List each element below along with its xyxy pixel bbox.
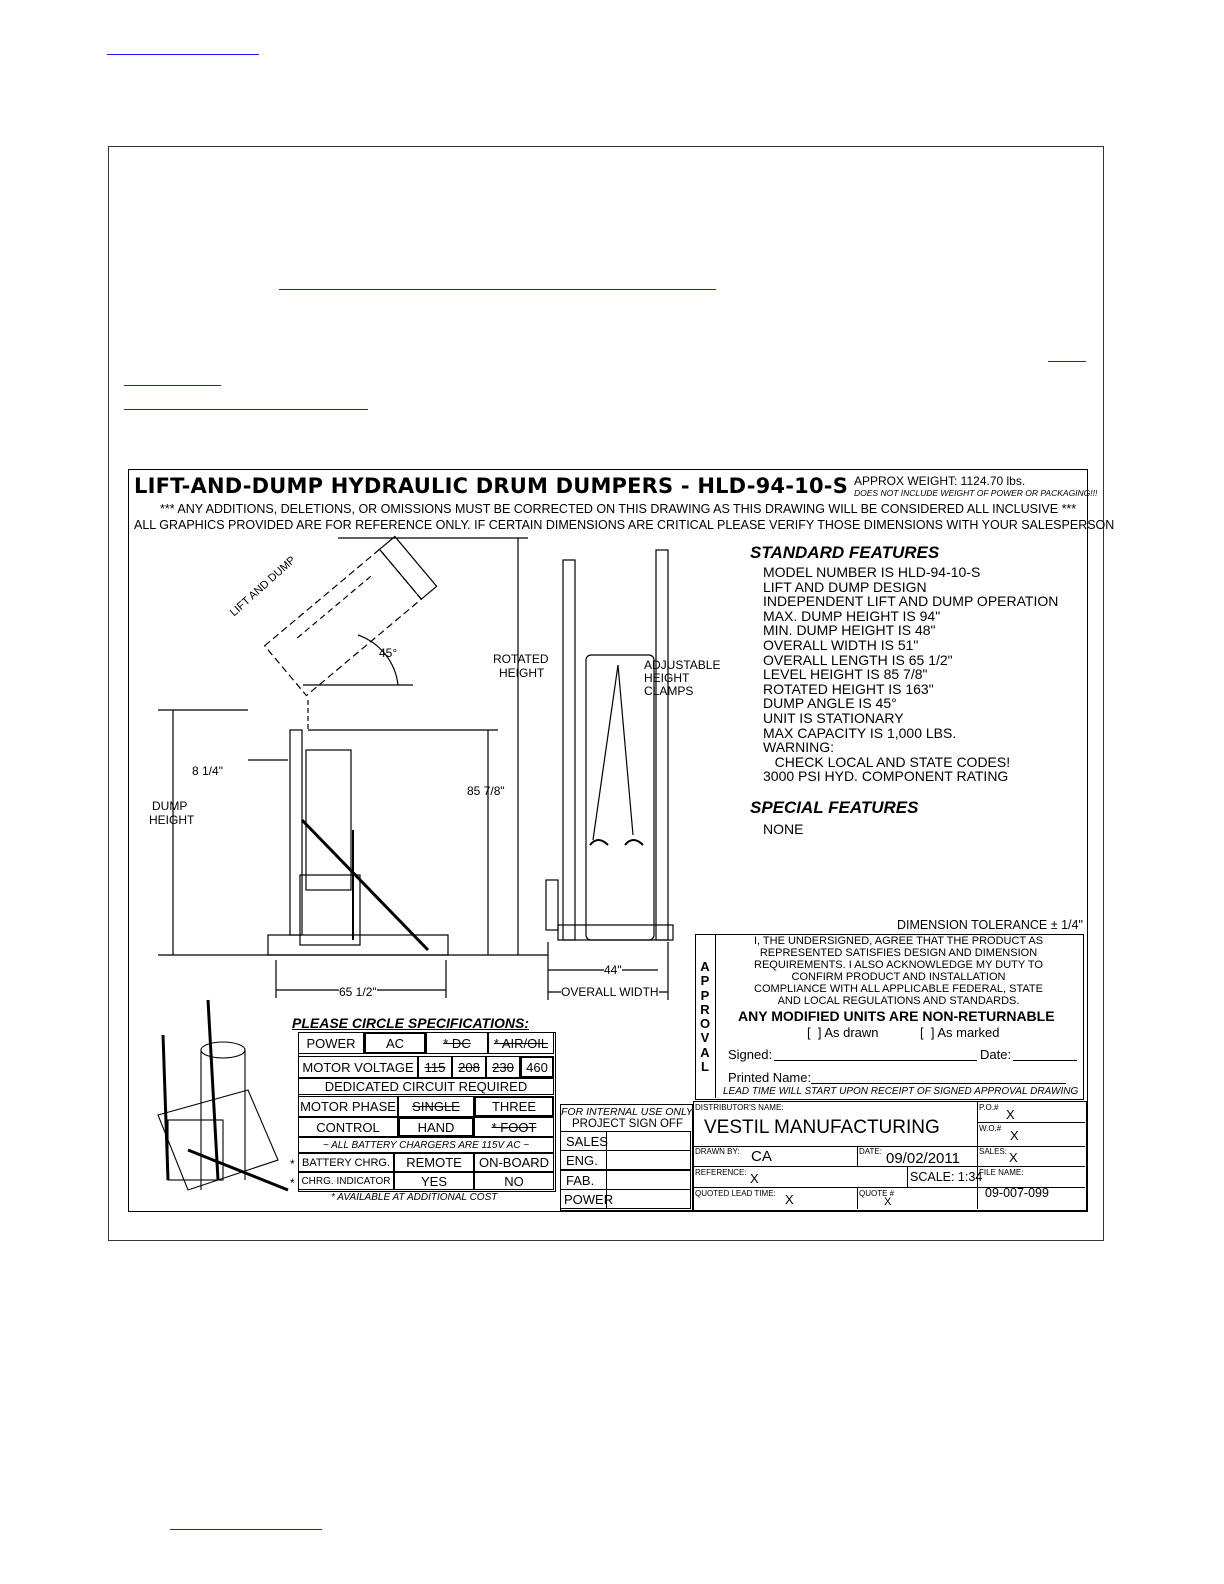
internal-fab-sign[interactable]: [606, 1170, 691, 1190]
phase-single[interactable]: SINGLE: [398, 1096, 474, 1117]
file-name-value: 09-007-099: [985, 1186, 1049, 1200]
internal-fab: FAB.: [560, 1170, 607, 1190]
indicator-yes[interactable]: YES: [394, 1172, 474, 1190]
width-label: 44": [604, 963, 622, 977]
feature-item: MAX. DUMP HEIGHT IS 94": [763, 607, 941, 624]
battery-label: BATTERY CHRG.: [298, 1153, 394, 1172]
lead-time-note: LEAD TIME WILL START UPON RECEIPT OF SIGNED APPROVAL DRAWING: [723, 1086, 1079, 1097]
feature-item: LEVEL HEIGHT IS 85 7/8": [763, 666, 928, 683]
specs-footnote: * AVAILABLE AT ADDITIONAL COST: [331, 1192, 498, 1203]
voltage-460[interactable]: 460: [520, 1056, 554, 1078]
approval-text: [716, 935, 1081, 1007]
front-right-mast: [656, 550, 668, 940]
date-line[interactable]: [1013, 1060, 1077, 1061]
offset-label: 8 1/4": [192, 764, 223, 778]
feature-item: OVERALL WIDTH IS 51": [763, 636, 919, 653]
approval-line: REPRESENTED SATISFIES DESIGN AND DIMENSION: [759, 947, 1038, 959]
drawing-title: LIFT-AND-DUMP HYDRAULIC DRUM DUMPERS - HLD-94-10-S: [134, 474, 849, 498]
approval-letter: L: [701, 1059, 709, 1075]
lead-time-label: QUOTED LEAD TIME:: [695, 1189, 776, 1198]
internal-eng-sign[interactable]: [606, 1150, 691, 1170]
date-label: Date:: [980, 1047, 1012, 1062]
weight-text: APPROX WEIGHT: 1124.70 lbs.: [854, 474, 1026, 488]
wo-label: W.O.#: [979, 1124, 1002, 1133]
approval-letter: A: [700, 959, 710, 974]
header-link[interactable]: [107, 54, 259, 55]
power-label: POWER: [298, 1032, 364, 1054]
approval-letter: A: [700, 1044, 710, 1060]
body-link-3[interactable]: [124, 409, 368, 410]
clamps-label-1: ADJUSTABLE: [644, 658, 721, 672]
scale-value: SCALE: 1:34: [910, 1170, 983, 1184]
distributor-value: VESTIL MANUFACTURING: [704, 1117, 940, 1138]
front-box: [546, 880, 558, 930]
approval-letter: V: [700, 1030, 710, 1046]
dump-height-label-1: DUMP: [152, 799, 188, 813]
as-marked-checkbox[interactable]: [ ] As marked: [920, 1025, 1000, 1040]
feature-item: LIFT AND DUMP DESIGN: [763, 578, 927, 595]
internal-power: POWER: [560, 1189, 607, 1209]
angle-label: 45°: [379, 646, 398, 660]
standard-features-list: [763, 565, 1058, 784]
approval-letter: P: [700, 987, 710, 1003]
special-features-heading: SPECIAL FEATURES: [750, 798, 919, 817]
indicator-asterisk: *: [290, 1176, 295, 1190]
battery-note: ~ ALL BATTERY CHARGERS ARE 115V AC ~: [298, 1137, 554, 1153]
printed-name-line[interactable]: [811, 1083, 1066, 1084]
drawn-by-value: CA: [751, 1148, 772, 1165]
date-label-tb: DATE:: [859, 1147, 882, 1156]
front-left-mast: [563, 560, 575, 940]
approval-line: CONFIRM PRODUCT AND INSTALLATION: [791, 971, 1006, 983]
dump-height-label-2: HEIGHT: [149, 813, 195, 827]
voltage-label: MOTOR VOLTAGE: [298, 1056, 418, 1078]
footer-link[interactable]: [170, 1529, 322, 1530]
approval-line: I, THE UNDERSIGNED, AGREE THAT THE PRODUCT AS: [753, 935, 1044, 947]
feature-item: UNIT IS STATIONARY: [763, 709, 904, 726]
voltage-115[interactable]: 115: [418, 1056, 452, 1078]
reference-value: X: [750, 1171, 759, 1186]
as-drawn-checkbox[interactable]: [ ] As drawn: [807, 1025, 879, 1040]
feature-item: MAX CAPACITY IS 1,000 LBS.: [763, 724, 957, 741]
indicator-no[interactable]: NO: [474, 1172, 554, 1190]
sales-label: SALES:: [979, 1147, 1008, 1156]
sales-value: X: [1009, 1150, 1018, 1165]
feature-item: INDEPENDENT LIFT AND DUMP OPERATION: [763, 593, 1059, 610]
feature-item: MODEL NUMBER IS HLD-94-10-S: [763, 564, 981, 580]
special-features-value: NONE: [763, 821, 804, 837]
printed-name-label: Printed Name:: [728, 1070, 812, 1085]
internal-header-2: PROJECT SIGN OFF: [572, 1118, 683, 1130]
power-air-oil[interactable]: * AIR/OIL: [488, 1032, 554, 1054]
notice-reference: ALL GRAPHICS PROVIDED ARE FOR REFERENCE ONLY. IF CERTAIN DIMENSIONS ARE CRITICAL PLEASE VERIFY THOSE DIMENSIONS WITH YOUR SALESPERSON: [134, 518, 1115, 532]
tolerance: DIMENSION TOLERANCE ± 1/4": [897, 918, 1083, 932]
feature-item: CHECK LOCAL AND STATE CODES!: [763, 753, 1011, 770]
internal-header-1: FOR INTERNAL USE ONLY: [561, 1106, 693, 1118]
phase-label: MOTOR PHASE: [298, 1096, 398, 1117]
body-link-1[interactable]: [279, 289, 716, 290]
battery-remote[interactable]: REMOTE: [394, 1153, 474, 1172]
voltage-230[interactable]: 230: [486, 1056, 520, 1078]
brace: [302, 820, 428, 950]
approval-side-label: [699, 960, 711, 1074]
power-dc[interactable]: * DC: [426, 1032, 488, 1054]
phase-three[interactable]: THREE: [474, 1096, 554, 1117]
signed-label: Signed:: [728, 1047, 773, 1062]
clamps-label-2: HEIGHT: [644, 671, 690, 685]
approval-letter: P: [700, 973, 710, 989]
level-height-label: 85 7/8": [467, 784, 505, 798]
distributor-label: DISTRIBUTOR'S NAME:: [695, 1103, 784, 1112]
quote-label: QUOTE #: [859, 1189, 895, 1198]
body-link-2a[interactable]: [1048, 361, 1086, 362]
overall-width-label: OVERALL WIDTH: [561, 985, 659, 999]
standard-features-heading: STANDARD FEATURES: [750, 543, 940, 562]
body-link-2b[interactable]: [124, 385, 221, 386]
control-foot[interactable]: * FOOT: [474, 1117, 554, 1137]
lift-and-dump-label: LIFT AND DUMP: [228, 554, 299, 619]
po-value: X: [1006, 1107, 1015, 1122]
wo-value: X: [1010, 1128, 1019, 1143]
non-returnable: ANY MODIFIED UNITS ARE NON-RETURNABLE: [738, 1008, 1055, 1024]
voltage-208[interactable]: 208: [452, 1056, 486, 1078]
internal-sales-sign[interactable]: [606, 1131, 691, 1151]
drawn-by-label: DRAWN BY:: [695, 1147, 740, 1156]
feature-item: OVERALL LENGTH IS 65 1/2": [763, 651, 953, 668]
approval-letter: R: [700, 1001, 710, 1017]
feature-item: WARNING:: [763, 739, 835, 756]
power-ac[interactable]: AC: [364, 1032, 426, 1054]
feature-item: 3000 PSI HYD. COMPONENT RATING: [763, 768, 1009, 785]
clamps-label-3: CLAMPS: [644, 684, 694, 698]
approval-line: AND LOCAL REGULATIONS AND STANDARDS.: [777, 995, 1020, 1007]
control-hand[interactable]: HAND: [398, 1117, 474, 1137]
po-label: P.O.#: [979, 1103, 999, 1112]
battery-asterisk: *: [290, 1157, 295, 1171]
rotated-height-label-2: HEIGHT: [499, 666, 545, 680]
specs-heading: PLEASE CIRCLE SPECIFICATIONS:: [292, 1015, 529, 1031]
reference-label: REFERENCE:: [695, 1168, 747, 1177]
date-value: 09/02/2011: [886, 1150, 960, 1167]
notice-inclusive: *** ANY ADDITIONS, DELETIONS, OR OMISSIONS MUST BE CORRECTED ON THIS DRAWING AS THIS DRAWING WILL BE CONSIDERED ALL INCLUSIVE ***: [160, 502, 1077, 516]
angle-arc: [358, 635, 398, 685]
feature-item: MIN. DUMP HEIGHT IS 48": [763, 622, 936, 639]
quote-value: X: [884, 1196, 892, 1208]
weight-note: DOES NOT INCLUDE WEIGHT OF POWER OR PACKAGING!!!: [854, 488, 1098, 498]
lead-time-value: X: [785, 1192, 794, 1207]
rotated-height-label-1: ROTATED: [493, 652, 549, 666]
signature-line[interactable]: [774, 1060, 977, 1061]
approval-letter: O: [699, 1016, 711, 1032]
internal-sales: SALES: [560, 1131, 607, 1151]
approval-line: COMPLIANCE WITH ALL APPLICABLE FEDERAL, STATE: [754, 983, 1043, 995]
indicator-label: CHRG. INDICATOR: [298, 1172, 394, 1190]
approval-line: REQUIREMENTS. I ALSO ACKNOWLEDGE MY DUTY TO: [754, 959, 1043, 971]
internal-power-sign[interactable]: [606, 1189, 691, 1209]
isometric-view: [158, 1000, 288, 1190]
drum-side: [306, 750, 351, 890]
feature-item: DUMP ANGLE IS 45°: [763, 695, 897, 712]
control-label: CONTROL: [298, 1117, 398, 1137]
internal-eng: ENG.: [560, 1150, 607, 1170]
length-label: 65 1/2": [339, 985, 377, 999]
feature-item: ROTATED HEIGHT IS 163": [763, 680, 934, 697]
file-name-label: FILE NAME:: [979, 1168, 1024, 1177]
dedicated-circuit: DEDICATED CIRCUIT REQUIRED: [298, 1078, 554, 1095]
battery-onboard[interactable]: ON-BOARD: [474, 1153, 554, 1172]
